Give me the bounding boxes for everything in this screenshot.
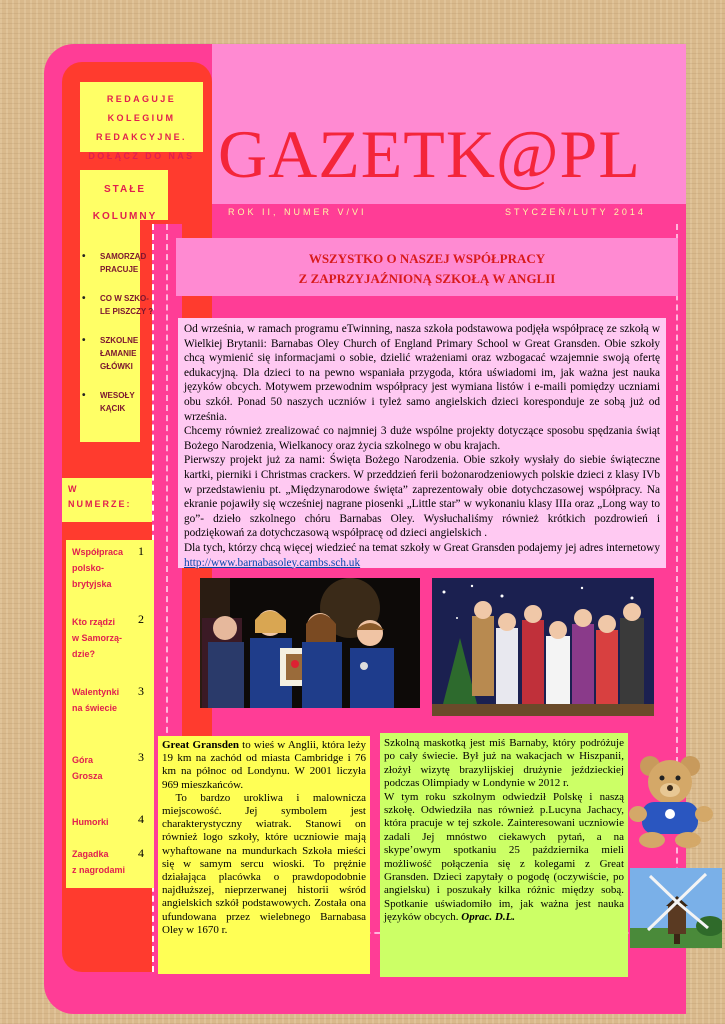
toc-item[interactable] xyxy=(72,614,132,662)
author-signature: Oprac. D.L. xyxy=(461,911,516,924)
columns-title-line: STAŁE xyxy=(103,184,147,195)
article-title-line: Z ZAPRZYJAŹNIONĄ SZKOŁĄ W ANGLII xyxy=(298,271,556,286)
list-item-text: KĄCIK xyxy=(100,404,126,413)
school-website-link[interactable]: http://www.barnabasoley.cambs.sch.uk xyxy=(184,556,361,569)
toc-page: 3 xyxy=(138,684,144,698)
children-photo xyxy=(200,578,420,708)
toc-title: z nagrodami xyxy=(72,865,126,875)
toc-title: Współpraca xyxy=(72,547,124,557)
toc-title: Walentynki xyxy=(72,687,120,697)
toc-page: 4 xyxy=(138,812,144,826)
toc-page: 3 xyxy=(138,750,144,764)
toc-item[interactable] xyxy=(72,846,132,878)
village-text: To bardzo urokliwa i malownicza miejscowość. Jej symbolem jest charakterystyczny wiatrak. Stanowi on również logo szkoły, które uczniowie mają wyhaftowane na mundurkach Szkoła mieści się w samym sercu wioski. To prężnie działająca placówka o prawdopodobnie najdłuższej, nieprzerwanej historii wśród angielskich szkół podstawowych. Została ona ufundowana przez wielebnego Barnabasa Oley w 1670 r. xyxy=(162,791,366,936)
article-paragraph: Dla tych, którzy chcą więcej wiedzieć na temat szkoły w Great Gransden podajemy jej adres internetowy xyxy=(184,541,660,554)
list-item-text: CO W SZKO- xyxy=(100,294,149,303)
article-paragraph: Chcemy również zrealizować co najmniej 3 duże wspólne projekty dotyczące sposobu spędzania świąt Bożego Narodzenia, Wielkanocy oraz życia szkolnego w obu krajach. xyxy=(184,425,660,452)
columns-title-line: KOLUMNY xyxy=(92,211,158,222)
contents-header-line: W xyxy=(68,484,79,494)
toc-title: dzie? xyxy=(72,649,96,659)
issue-number: ROK II, NUMER V/VI xyxy=(228,207,367,217)
editorial-line: REDAGUJE KOLEGIUM xyxy=(106,94,177,123)
mascot-text: W tym roku szkolnym odwiedził Polskę i naszą szkołę. Odwiedziła nas również p.Lucyna Jachacy, która pracuje w tej szkole. Zainteresowani uczniowie zadali Jej mnóstwo ciekawych pytań, a na skype’owym spotkaniu 25 października mieli możliwość połączenia się z kolegami z Great Gransden. Dzieci zapytały o pogodę (oczywiście, po angielsku) i poszukały kilka różnic między sobą. Spotkanie uświadomiło im, jak ważna jest nauka języków obcych. xyxy=(384,790,624,924)
toc-title: Kto rządzi xyxy=(72,617,116,627)
article-body xyxy=(178,318,666,568)
toc-title: polsko- xyxy=(72,563,105,573)
village-text: to wieś w Anglii, która leży 19 km na zachód od miasta Cambridge i 76 km na północ od Londynu. W 2001 liczyła 969 mieszkańców. xyxy=(162,739,366,791)
editorial-line: DOŁĄCZ DO NAS xyxy=(88,151,195,161)
list-item-text: SAMORZĄD xyxy=(100,252,147,261)
village-name: Great Gransden xyxy=(162,739,239,751)
toc-page: 2 xyxy=(138,612,144,626)
article-paragraph: Pierwszy projekt już za nami: Święta Bożego Narodzenia. Obie szkoły wysłały do siebie świąteczne kartki, pierniki i Christmas crackers. W przeddzień ferii bożonarodzeniowych polskie dzieci z klasy IVb w przedstawieniu pt. „Międzynarodowe święta” zaprezentowały obie dotychczasowej współpracy. Na ekranie pojawiły się wcześniej nagrane piosenki „Little star” w wykonaniu klasy IIIa oraz „Long way to go”- dzieło szkolnego chóru Barnabas Oley. Wysłuchaliśmy również krótkich pozdrowień i podziękowań za dotychczasową współpracę od dzieci angielskich . xyxy=(184,454,660,540)
table-of-contents xyxy=(66,540,154,888)
list-item-text: GŁÓWKI xyxy=(100,362,133,371)
list-item[interactable] xyxy=(80,292,170,318)
toc-item[interactable] xyxy=(72,684,132,716)
mascot-text: Szkolną maskotką jest miś Barnaby, który podróżuje po cały świecie. Był już na wakacjach w Hiszpanii, złożył wizytę brazylijskiej drużynie jeździeckiej podczas Olimpiady w Londynie w 2012 r. xyxy=(384,737,624,790)
list-item[interactable] xyxy=(80,250,170,276)
columns-title xyxy=(80,176,170,230)
contents-header-line: NUMERZE: xyxy=(68,499,132,509)
masthead-title: GAZETK@PL xyxy=(218,116,641,192)
list-item-text: SZKOLNE xyxy=(100,336,139,345)
toc-item[interactable] xyxy=(72,752,132,784)
nativity-play-photo xyxy=(432,578,654,716)
mascot-column xyxy=(380,733,628,977)
toc-item[interactable] xyxy=(72,544,132,592)
list-item[interactable] xyxy=(80,389,170,415)
list-item[interactable] xyxy=(80,334,170,373)
list-item-text: LE PISZCZY ? xyxy=(100,307,154,316)
toc-item[interactable] xyxy=(72,814,132,830)
toc-title: Grosza xyxy=(72,771,103,781)
windmill-image xyxy=(630,868,722,948)
contents-header xyxy=(62,478,152,522)
teddy-bear-image xyxy=(628,752,718,848)
toc-title: na świecie xyxy=(72,703,118,713)
columns-list xyxy=(80,250,170,431)
toc-page: 1 xyxy=(138,544,144,558)
article-title-line: WSZYSTKO O NASZEJ WSPÓŁPRACY xyxy=(308,251,546,266)
toc-title: Zagadka xyxy=(72,849,109,859)
toc-title: brytyjska xyxy=(72,579,112,589)
article-paragraph: Od września, w ramach programu eTwinning, nasza szkoła podstawowa podjęła współpracę ze szkołą w Wielkiej Brytanii: Barnabas Oley Church of England Primary School w Great Gransden. Obie szkoły chcą wymienić się informacjami o sobie, dzielić wrażeniami oraz wzbogacać wzajemnie swoją ofertę edukacyjną. Dla dzieci to na pewno wspaniała przygoda, która uświadomi im, jak ważna jest nauka języków obcych. Motywem przewodnim współpracy jest wymiana listów i e-maili pomiędzy uczniami obu szkół. Ponad 50 naszych uczniów i tyleż samo angielskich dzieci koresponduje ze sobą już od września. xyxy=(184,323,660,423)
editorial-line: REDAKCYJNE. xyxy=(96,132,187,142)
list-item-text: ŁAMANIE xyxy=(100,349,137,358)
village-column xyxy=(158,736,370,974)
list-item-text: WESOŁY xyxy=(100,391,135,400)
issue-date: STYCZEŃ/LUTY 2014 xyxy=(505,207,646,217)
list-item-text: PRACUJE xyxy=(100,265,139,274)
toc-title: w Samorzą- xyxy=(72,633,123,643)
editorial-box xyxy=(80,82,203,161)
toc-title: Humorki xyxy=(72,817,109,827)
article-title xyxy=(176,238,678,296)
toc-page: 4 xyxy=(138,846,144,860)
toc-title: Góra xyxy=(72,755,94,765)
columns-box xyxy=(80,170,158,442)
